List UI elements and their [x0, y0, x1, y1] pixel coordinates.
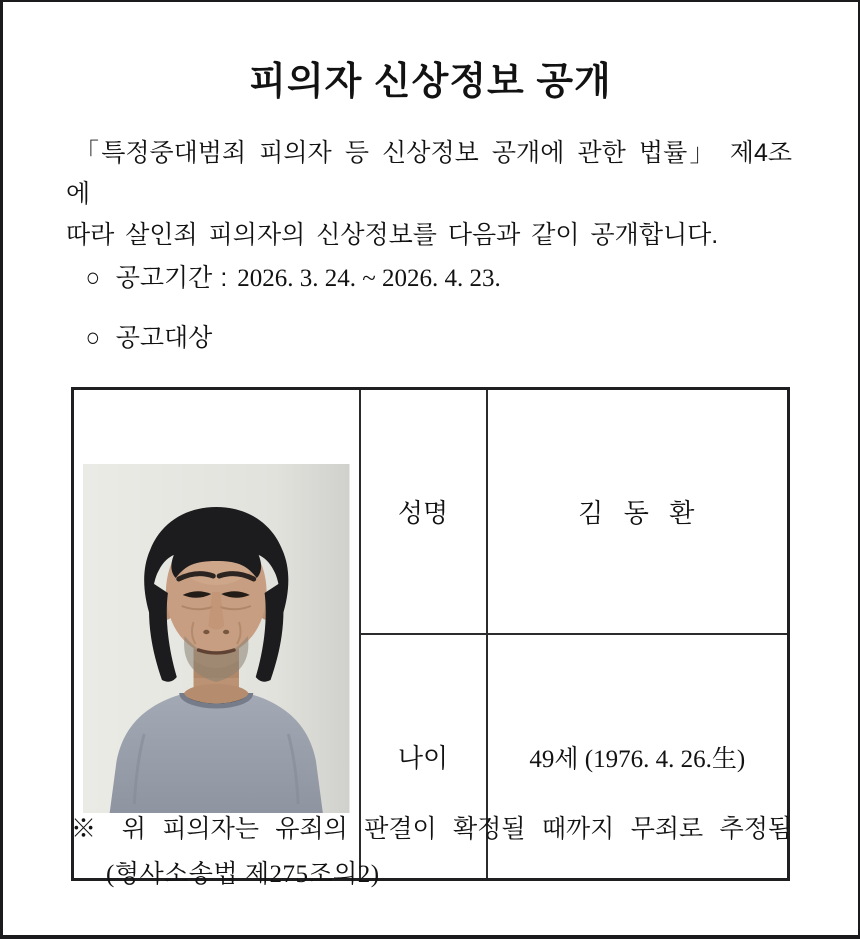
circle-bullet-icon: ○	[85, 262, 101, 292]
intro-line-2: 따라 살인죄 피의자의 신상정보를 다음과 같이 공개합니다.	[66, 221, 719, 249]
table-label-age: 나이	[360, 634, 487, 880]
reference-mark-icon: ※	[71, 815, 106, 843]
notice-target-label: 공고대상	[115, 324, 213, 352]
intro-line-1: 「특정중대범죄 피의자 등 신상정보 공개에 관한 법률」 제4조에	[66, 139, 792, 208]
notice-period-value: 2026. 3. 24. ~ 2026. 4. 23.	[237, 265, 501, 292]
suspect-mugshot-photo	[73, 389, 360, 880]
presumption-note-line-2: (형사소송법 제275조의2)	[106, 861, 380, 888]
presumption-note-text: 위 피의자는 유죄의 판결이 확정될 때까지 무죄로 추정됨	[121, 815, 792, 843]
table-value-name: 김 동 환	[487, 389, 789, 635]
suspect-info-table	[71, 387, 790, 881]
mugshot-illustration	[83, 464, 350, 813]
table-row	[73, 389, 789, 635]
notice-period-colon: :	[220, 264, 228, 292]
page-title: 피의자 신상정보 공개	[249, 61, 612, 103]
table-label-name: 성명	[360, 389, 487, 635]
notice-target-line	[85, 318, 212, 354]
presumption-note-line-1	[71, 810, 792, 848]
presumption-note	[71, 810, 792, 894]
intro-paragraph	[66, 133, 792, 256]
circle-bullet-icon: ○	[85, 322, 101, 352]
notice-period-line	[85, 258, 501, 294]
notice-period-label: 공고기간	[115, 264, 213, 292]
table-value-age: 49세 (1976. 4. 26.生)	[487, 634, 789, 880]
